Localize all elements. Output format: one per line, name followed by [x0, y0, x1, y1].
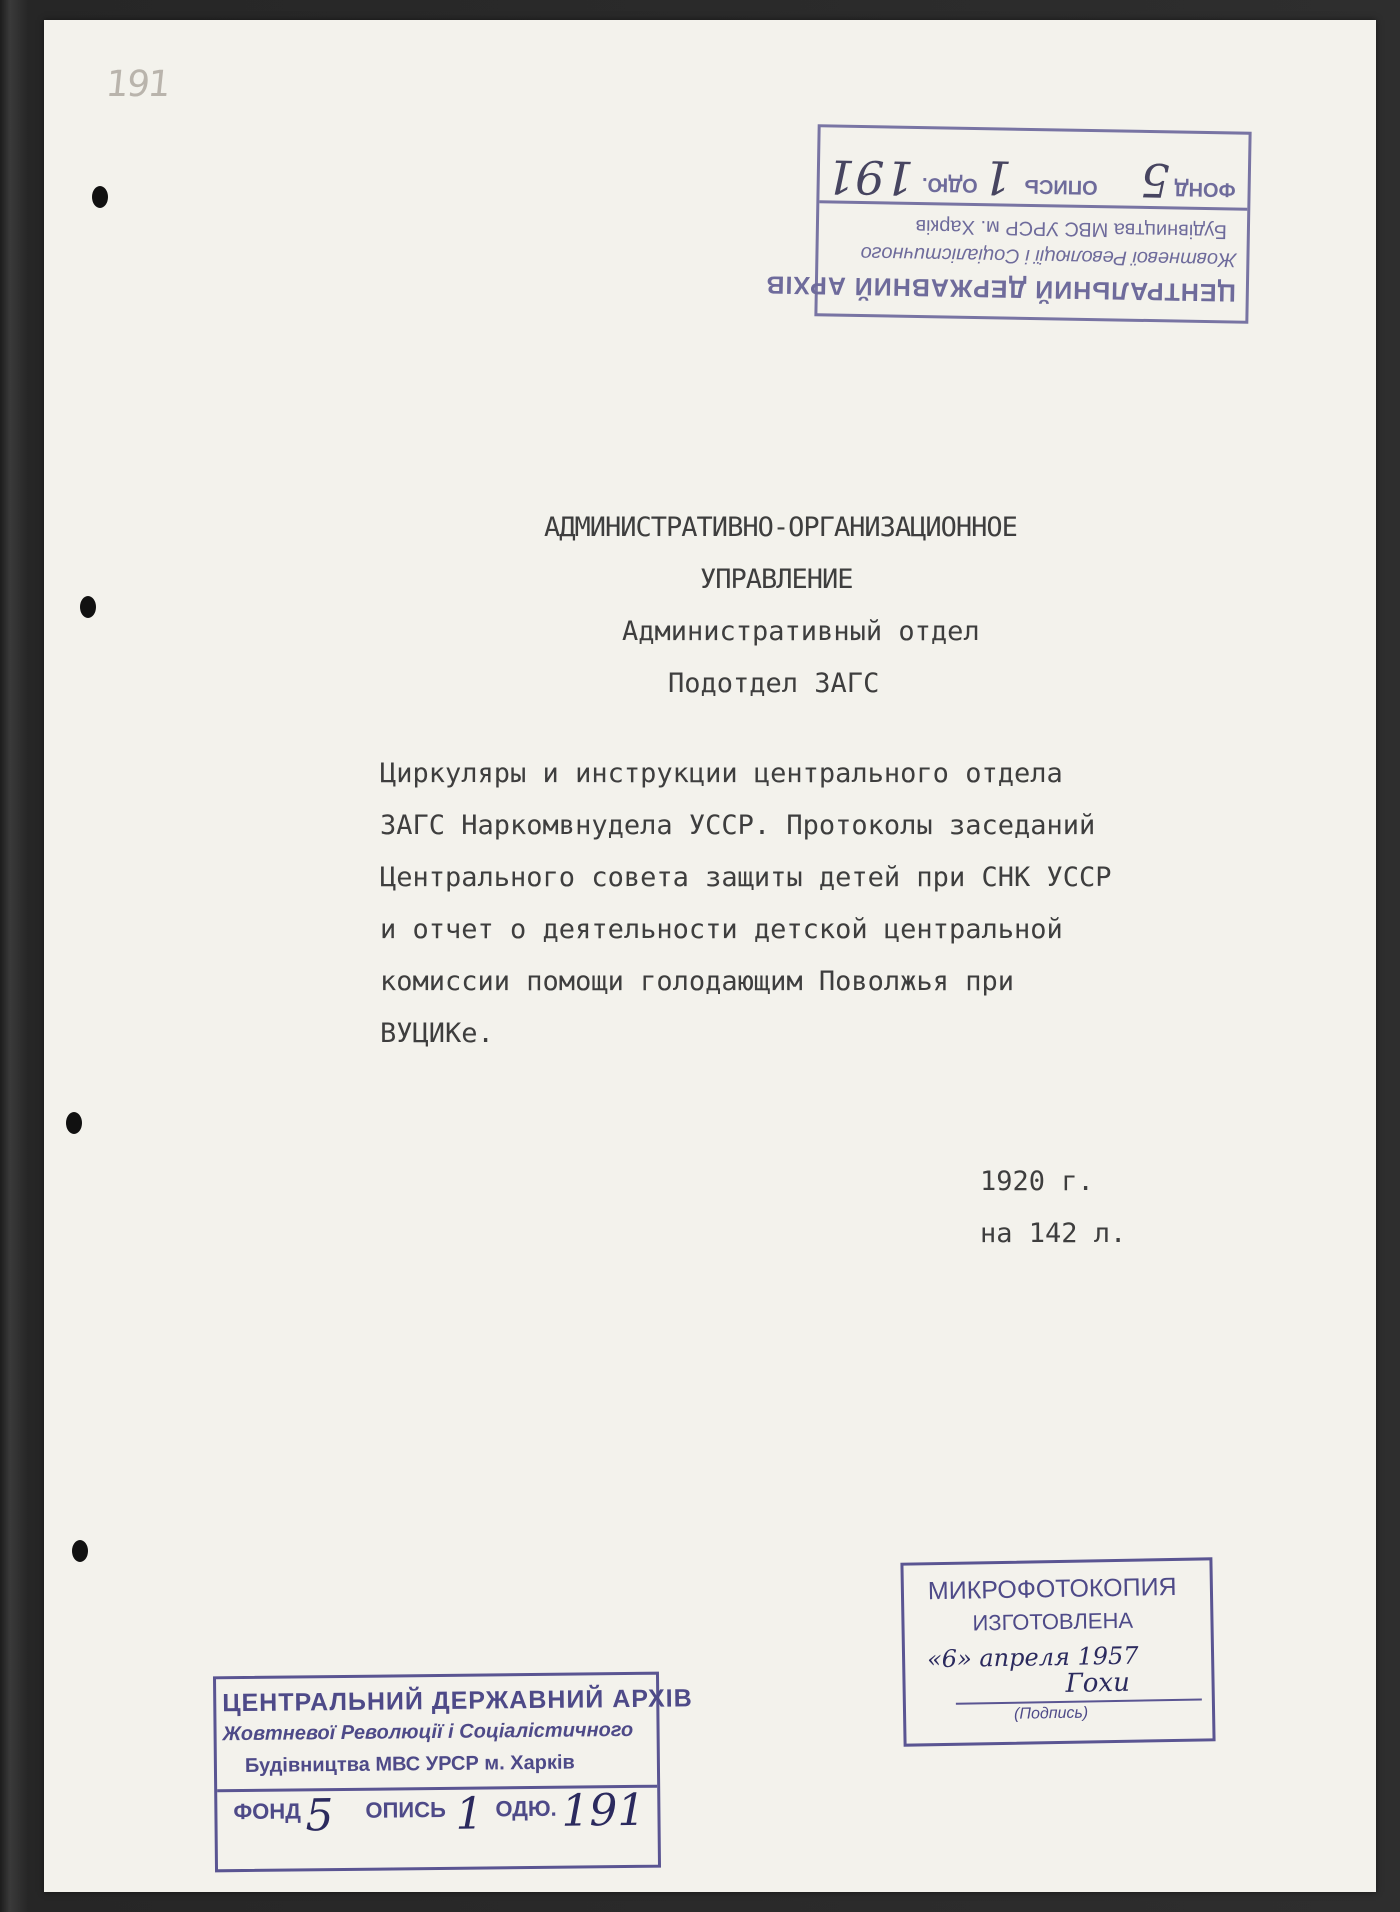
stamp-fond-label: ФОНД [1174, 177, 1236, 201]
header-line-1: АДМИНИСТРАТИВНО-ОРГАНИЗАЦИОННОЕ [544, 512, 1017, 543]
stamp-archive-name: ЦЕНТРАЛЬНИЙ ДЕРЖАВНИЙ АРХІВ [765, 270, 1237, 307]
stamp-item-label: ОДЮ. [921, 173, 978, 197]
stamp-archive-line2: Жовтневої Революції і Соціалістичного [860, 241, 1237, 271]
description-line: ЗАГС Наркомвнудела УССР. Протоколы заседаний [380, 810, 1096, 841]
stamp-fond-value: 5 [305, 1790, 334, 1842]
document-page [44, 20, 1376, 1892]
sheet-count: на 142 л. [980, 1218, 1127, 1249]
punch-hole [66, 1112, 82, 1134]
punch-hole [92, 186, 108, 208]
microfilm-date: «6» апреля 1957 [926, 1641, 1139, 1674]
document-year: 1920 г. [980, 1166, 1094, 1197]
description-line: комиссии помощи голодающим Поволжья при [380, 966, 1014, 997]
header-line-4: Подотдел ЗАГС [668, 668, 880, 699]
stamp-item-value: 191 [561, 1784, 646, 1837]
microfilm-title: МИКРОФОТОКОПИЯ [927, 1572, 1177, 1606]
stamp-archive-line2: Жовтневої Революції і Соціалістичного [222, 1718, 634, 1746]
stamp-opis-label: ОПИСЬ [1024, 174, 1098, 199]
stamp-fond-label: ФОНД [233, 1798, 301, 1825]
stamp-item-label: ОДЮ. [495, 1795, 557, 1822]
header-line-2: УПРАВЛЕНИЕ [700, 564, 853, 595]
description-line: Циркуляры и инструкции центрального отдела [380, 758, 1063, 789]
microfilm-stamp [900, 1557, 1215, 1746]
stamp-archive-line3: Будівництва МВС УРСР м. Харків [915, 214, 1228, 243]
stamp-opis-value: 1 [982, 150, 1013, 205]
punch-hole [72, 1540, 88, 1562]
stamp-opis-value: 1 [455, 1788, 484, 1840]
stamp-opis-label: ОПИСЬ [365, 1796, 446, 1823]
stamp-item-value: 191 [825, 149, 915, 205]
archive-stamp-bottom [213, 1672, 693, 1873]
description-line: Центрального совета защиты детей при СНК УССР [380, 862, 1112, 893]
signature-caption: (Подпись) [1013, 1704, 1089, 1723]
header-line-3: Административный отдел [622, 616, 980, 647]
description-line: ВУЦИКе. [380, 1018, 494, 1049]
stamp-archive-line3: Будівництва МВС УРСР м. Харків [244, 1751, 575, 1778]
stamp-archive-name: ЦЕНТРАЛЬНИЙ ДЕРЖАВНИЙ АРХІВ [222, 1684, 693, 1718]
punch-hole [80, 596, 96, 618]
microfilm-signature: Гохи [1065, 1667, 1131, 1699]
archive-stamp-top [765, 124, 1251, 324]
description-line: и отчет о деятельности детской центральной [380, 914, 1063, 945]
page-number: 191 [103, 64, 171, 105]
stamp-fond-value: 5 [1140, 152, 1171, 208]
microfilm-made: ИЗГОТОВЛЕНА [972, 1607, 1134, 1636]
